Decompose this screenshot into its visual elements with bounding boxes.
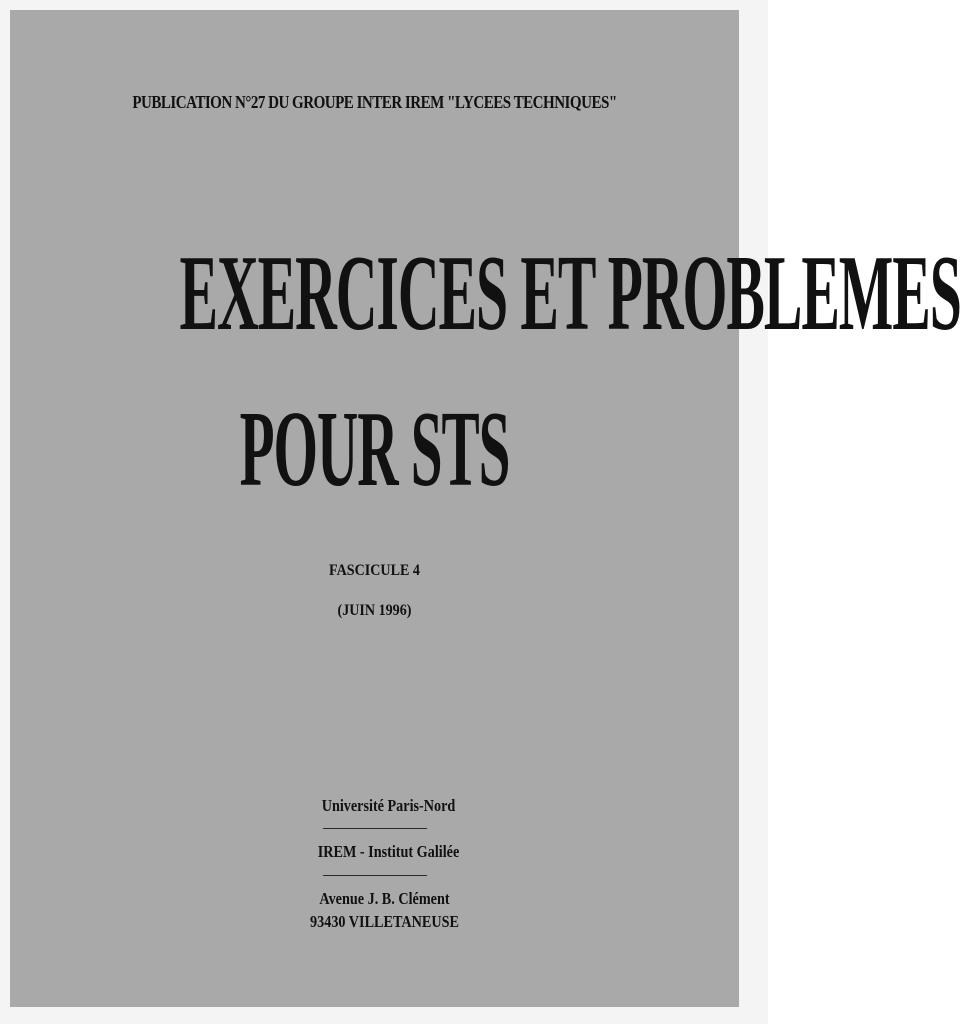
book-cover <box>10 10 961 1007</box>
city-address: 93430 VILLETANEUSE <box>310 912 459 931</box>
main-title-line-2: POUR STS <box>239 390 510 509</box>
divider-line <box>323 828 427 829</box>
divider-line <box>323 875 427 876</box>
university-name: Université Paris-Nord <box>321 796 456 815</box>
street-address: Avenue J. B. Clément <box>319 889 450 908</box>
institute-name: IREM - Institut Galilée <box>317 842 460 861</box>
fascicule-label: FASCICULE 4 <box>329 562 420 579</box>
publication-line: PUBLICATION N°27 DU GROUPE INTER IREM "LYCEES TECHNIQUES" <box>132 92 617 112</box>
main-title-line-1: EXERCICES ET PROBLEMES <box>179 234 961 353</box>
publication-date: (JUIN 1996) <box>337 602 412 619</box>
